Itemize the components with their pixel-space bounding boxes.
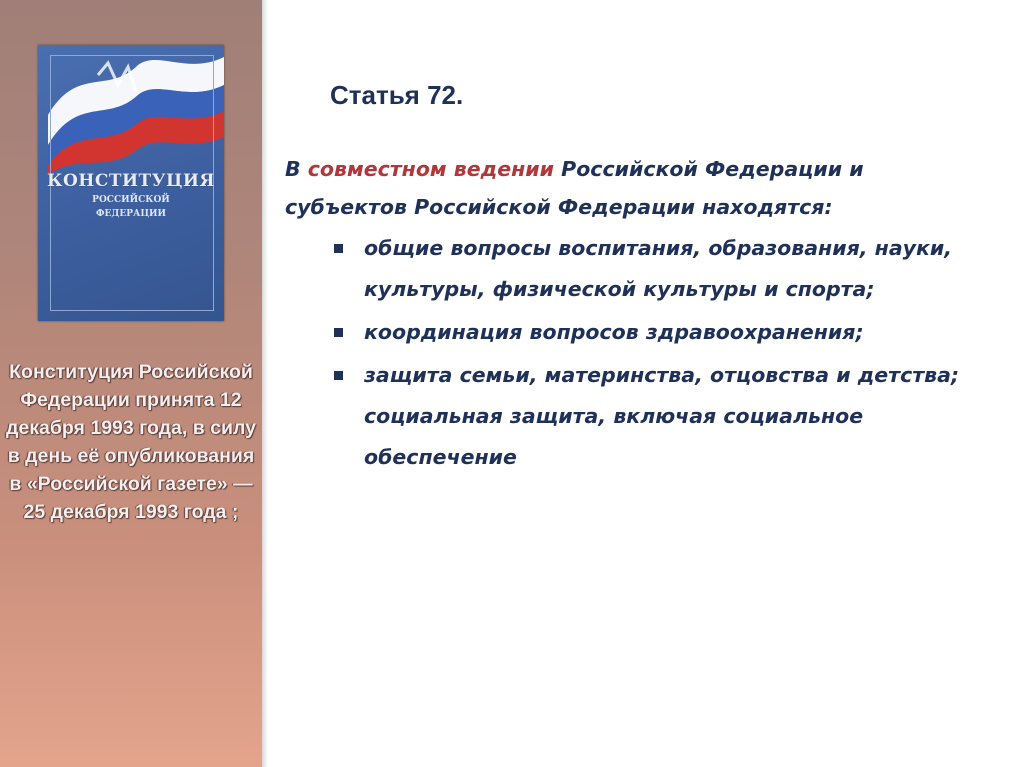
intro-highlight: совместном ведении [307,157,555,181]
square-bullet-icon [334,371,343,380]
article-intro [285,150,985,226]
list-item [330,312,990,353]
square-bullet-icon [334,328,343,337]
left-panel [0,0,262,767]
constitution-book-cover-image [38,45,224,321]
list-item [330,355,990,478]
book-subtitle-line1: РОССИЙСКОЙ [92,195,170,205]
book-title: КОНСТИТУЦИЯ [46,171,215,191]
intro-prefix: В [285,157,308,181]
constitution-caption: Конституция Российской Федерации принята 12 декабря 1993 года, в силу в день её опубликования в «Российской газете» — 25 декабря 1993 года ; [6,361,256,523]
list-item-text: защита семьи, материнства, отцовства и детства; социальная защита, включая социальное обеспечение [364,363,960,469]
list-item-text: координация вопросов здравоохранения; [364,320,864,344]
book-subtitle-line2: ФЕДЕРАЦИИ [95,209,167,219]
article-title: Статья 72. [330,80,464,110]
list-item-text: общие вопросы воспитания, образования, науки, культуры, физической культуры и спорта; [364,236,953,301]
square-bullet-icon [334,244,343,253]
bullet-list [330,228,990,480]
intro-suffix: Российской Федерации и субъектов Российской Федерации находятся: [285,157,864,219]
list-item [330,228,990,310]
panel-divider [262,0,268,767]
